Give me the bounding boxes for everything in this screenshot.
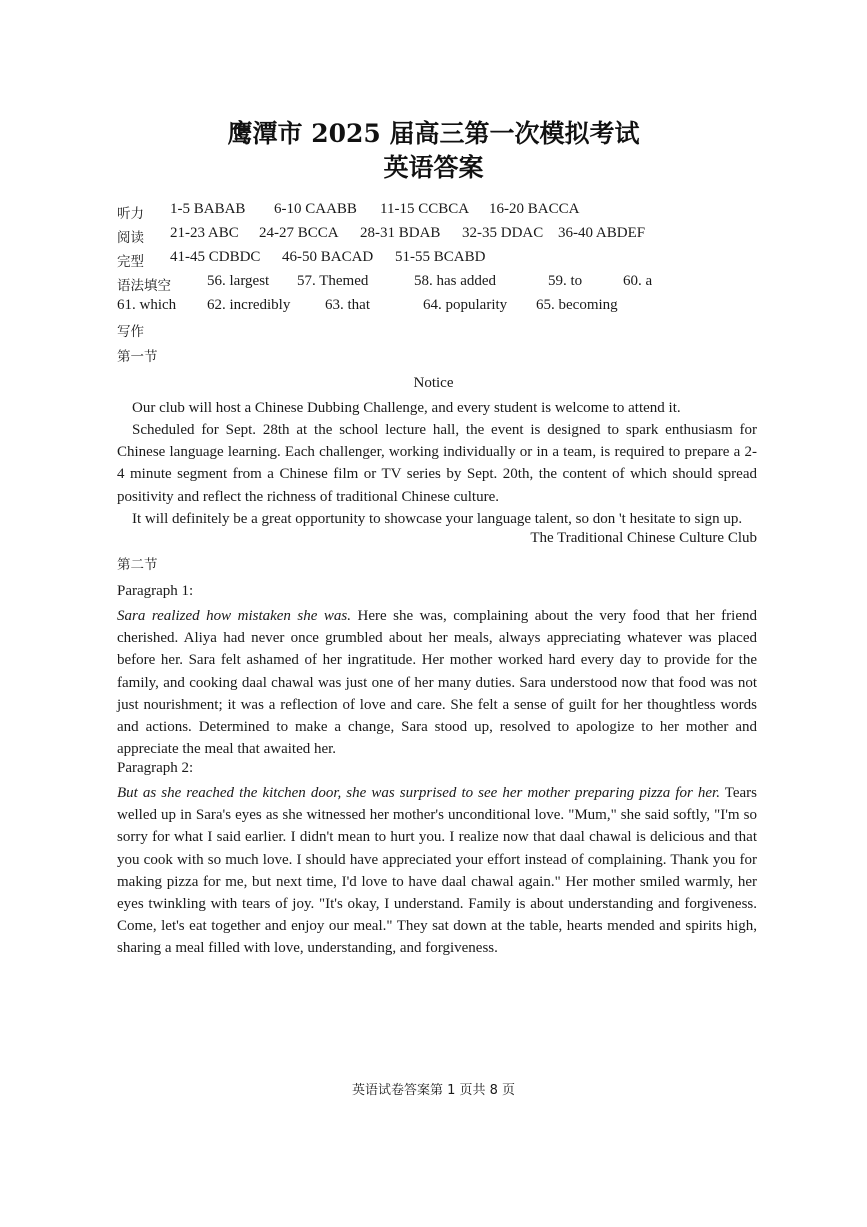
grammar-answer: 62. incredibly (207, 297, 291, 313)
reading-answer: 36-40 ABDEF (558, 225, 646, 241)
notice-signature: The Traditional Chinese Culture Club (530, 530, 757, 546)
grammar-answer: 64. popularity (423, 297, 508, 313)
notice-paragraph: Scheduled for Sept. 28th at the school lecture hall, the event is designed to spark enthusiasm for Chinese language learning. Each challenger, working individually or in a team, is required to prepare a 2-4 minute segment from a Chinese film or TV series by Sept. 20th, the content of which should spread positivity and reflect the richness of traditional Chinese culture. (117, 422, 757, 505)
paragraph2-label: Paragraph 2: (117, 760, 194, 776)
notice-paragraph: It will definitely be a great opportunity to showcase your language talent, so don 't hesitate to sign up. (132, 511, 743, 527)
reading-answer: 28-31 BDAB (360, 225, 441, 241)
paragraph2-lead: But as she reached the kitchen door, she was surprised to see her mother preparing pizza for her. (117, 785, 720, 801)
listening-answer: 16-20 BACCA (489, 201, 580, 217)
grammar-answer: 63. that (325, 297, 370, 313)
reading-answer: 32-35 DDAC (462, 225, 544, 241)
page-footer: 英语试卷答案第 1 页共 8 页 (351, 1083, 516, 1098)
cloze-answer: 51-55 BCABD (395, 249, 486, 265)
grammar-answer: 61. which (117, 297, 177, 313)
listening-answer: 6-10 CAABB (274, 201, 357, 217)
notice-paragraph: Our club will host a Chinese Dubbing Challenge, and every student is welcome to attend it. (132, 400, 681, 416)
cloze-label: 完型 (117, 254, 144, 270)
paragraph1-lead: Sara realized how mistaken she was. (117, 608, 352, 624)
paragraph2-body: Tears welled up in Sara's eyes as she witnessed her mother's unconditional love. "Mum," she said softly, "I'm so sorry for what I said earlier. I didn't mean to hurt you. I realize now that daal chawal is delicious and that you cook with so much love. I should have appreciated your effort instead of complaining. Thank you for making pizza for me, but next time, I'd love to have daal chawal again." Her mother smiled warmly, her eyes twinkling with tears of joy. "It's okay, I understand. Family is about understanding and forgiveness. Come, let's eat together and enjoy our meal." They sat down at the table, hearts mended and spirits high, sharing a meal filled with love, understanding, and forgiveness. (117, 785, 757, 957)
paragraph1-text (117, 605, 757, 760)
grammar-answer: 58. has added (414, 273, 497, 289)
cloze-answer: 46-50 BACAD (282, 249, 374, 265)
grammar-answer: 57. Themed (297, 273, 369, 289)
listening-answer: 11-15 CCBCA (380, 201, 470, 217)
listening-label: 听力 (117, 206, 144, 222)
grammar-answer: 65. becoming (536, 297, 618, 313)
writing-label: 写作 (117, 324, 144, 340)
paragraph1-body: Here she was, complaining about the very food that her friend cherished. Aliya had never once grumbled about her meals, always appreciating whatever was placed before her. Sara felt ashamed of her ingratitude. Her mother worked hard every day to provide for the family, and cooking daal chawal was just one of her many duties. Sara understood now that food was not just nourishment; it was a reflection of love and care. She felt a sense of guilt for her thoughtless words and actions. Determined to make a change, Sara stood up, resolved to apologize to her mother and appreciate the meal that awaited her. (117, 608, 757, 758)
grammar-label: 语法填空 (117, 278, 171, 294)
notice-heading: Notice (413, 375, 454, 391)
listening-answer: 1-5 BABAB (170, 201, 246, 217)
paragraph2-text (117, 782, 757, 960)
grammar-answer: 56. largest (207, 273, 270, 289)
page-subtitle: 英语答案 (383, 153, 484, 182)
paragraph1-label: Paragraph 1: (117, 583, 194, 599)
grammar-answer: 60. a (623, 273, 653, 289)
grammar-answer: 59. to (548, 273, 583, 289)
page-title: 鹰潭市 2025 届高三第一次模拟考试 (227, 119, 640, 148)
reading-label: 阅读 (117, 230, 144, 246)
cloze-answer: 41-45 CDBDC (170, 249, 261, 265)
reading-answer: 24-27 BCCA (259, 225, 339, 241)
section1-label: 第一节 (117, 349, 158, 365)
reading-answer: 21-23 ABC (170, 225, 239, 241)
section2-label: 第二节 (117, 557, 158, 573)
